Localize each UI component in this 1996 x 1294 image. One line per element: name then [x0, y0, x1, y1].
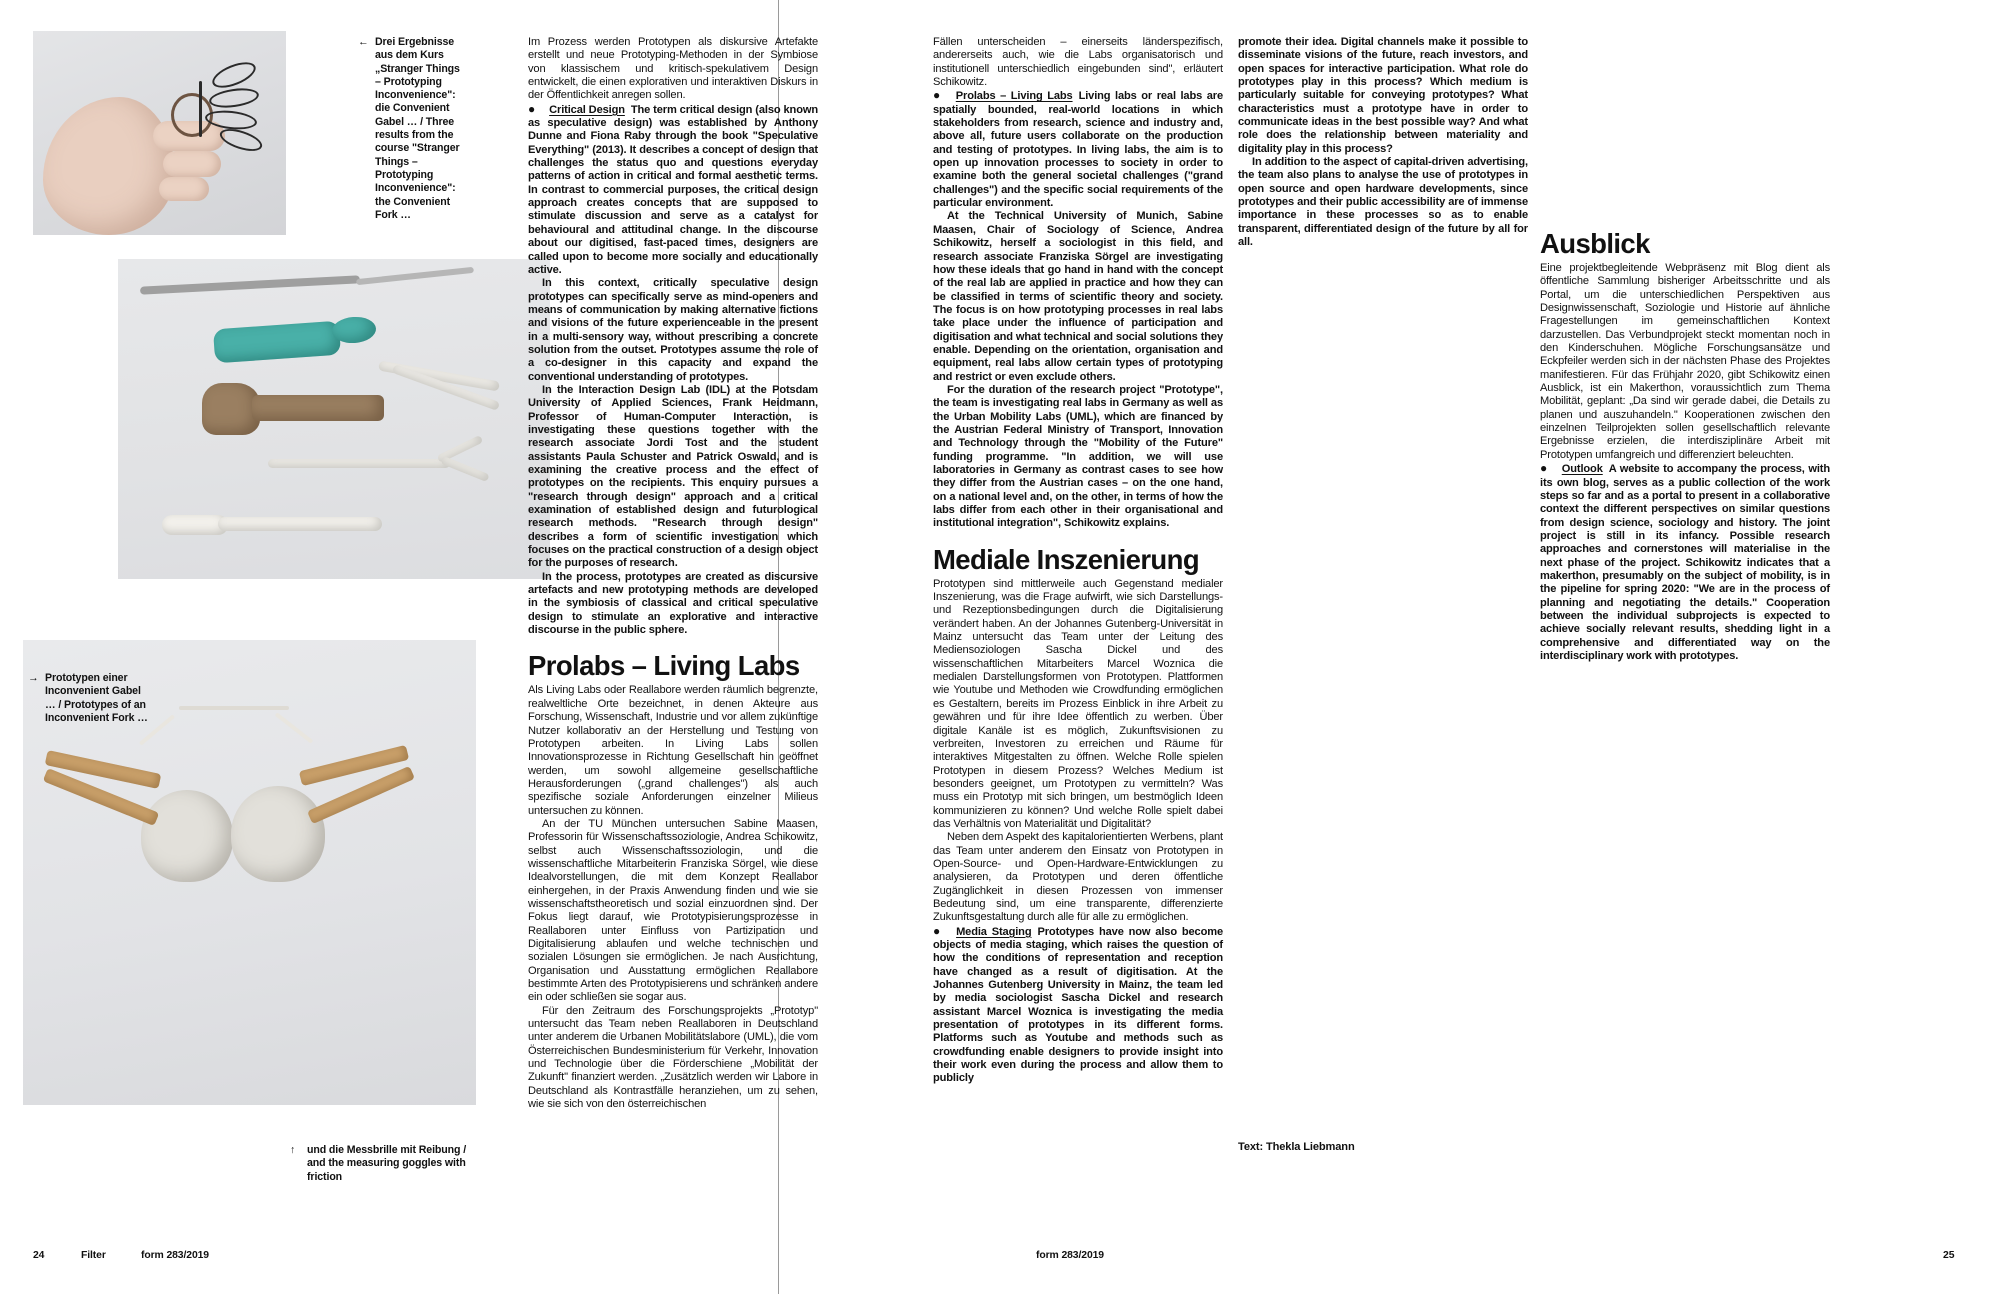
paragraph: Fällen unterscheiden – einerseits länderspezifisch, andererseits auch, wie die Labs organisatorisch und institutionell unterschiedlich eingebunden sind", erläutert Schikowitz.: [933, 36, 1223, 89]
photo-hand-with-wire-fork: [33, 31, 286, 235]
paragraph: At the Technical University of Munich, Sabine Maasen, Chair of Sociology of Science, Andrea Schikowitz, herself a sociologist in this field, and research associate Franziska Sörgel are investigating how these ideals that go hand in hand with the concept of the real lab are applied in practice and how they can be classified in terms of scientific theory and society. The focus is on how prototyping processes in real labs take place under the influence of participation and digitisation and what technical and social solutions they enable. Depending on the orientation, organisation and equipment, real labs allow certain types of prototyping and restrict or even exclude others.: [933, 210, 1223, 383]
heading-prolabs: Prolabs – Living Labs: [528, 650, 800, 682]
paragraph: Für den Zeitraum des Forschungsprojekts „Prototyp" untersucht das Team neben Reallaboren in Deutschland unter anderem die Urbanen Mobilitätslabore (UML), die vom Österreichischen Bundesministerium für Verkehr, Innovation und Technologie über die Förderschiene „Mobilität der Zukunft" finanziert werden. „Zusätzlich werden wir Labore in Deutschland als Kontrastfälle heranziehen, um zu sehen, wie sie sich von den österreichischen: [528, 1004, 818, 1111]
paragraph-media-staging: [933, 925, 1223, 1086]
paragraph: Eine projektbegleitende Webpräsenz mit Blog dient als öffentliche Sammlung bisheriger Arbeitsschritte und als Portal, um die unterschiedlichen Perspektiven aus Designwissenschaft, Soziologie und Historie auf ähnliche Fragestellungen im gemeinschaftlichen Kontext darzustellen. Das Verbundprojekt steckt momentan noch in den Kinderschuhen. Mögliche Forschungsansätze und Eckpfeiler werden sich in der nächsten Phase des Projektes manifestieren. Für das Frühjahr 2020, gibt Schikowitz einen Ausblick, ist ein Makerthon, voraussichtlich zum Thema Mobilität, geplant: „Da sind wir gerade dabei, die Details zu planen und auszuhandeln." Kooperationen zwischen den einzelnen Teilprojekten sollen gesellschaftlich relevante Ergebnisse erzielen, die interdisziplinäre Arbeit mit Prototypen umfangreich und differenziert beleuchten.: [1540, 262, 1830, 461]
caption-arrow-left-icon: ←: [358, 36, 369, 48]
bullet-icon: ●: [528, 101, 536, 116]
bullet-icon: ●: [933, 923, 943, 938]
caption-arrow-right-icon: →: [28, 672, 39, 684]
text-column-3: [1238, 36, 1528, 1196]
text-column-4: [1540, 36, 1830, 1196]
caption-top: [358, 36, 462, 222]
paragraph: Als Living Labs oder Reallabore werden räumlich begrenzte, realweltliche Orte bezeichnet, in denen Akteure aus Forschung, Wissenschaft, Industrie und vor allem zukünftige Nutzer kollaborativ an der Herstellung und Testung von Prototypen arbeiten. In Living Labs sollen Innovationsprozesse in Richtung Gesellschaft hin geöffnet werden, um sowohl allgemeine gesellschaftliche Herausforderungen („grand challenges") als auch spezifische soziale Anforderungen einzelner Milieus untersuchen zu können.: [528, 684, 818, 817]
publication-label-right: form 283/2019: [1036, 1250, 1104, 1261]
publication-label: form 283/2019: [141, 1250, 209, 1261]
paragraph-outlook: [1540, 462, 1830, 663]
caption-arrow-up-icon: ↑: [290, 1144, 296, 1156]
term-label: Media Staging: [956, 925, 1032, 938]
bullet-icon: ●: [1540, 461, 1548, 476]
text-column-1: [528, 36, 818, 1196]
paragraph: In the Interaction Design Lab (IDL) at the Potsdam University of Applied Sciences, Frank Heidmann, Professor of Human-Computer Interaction, is investigating these questions together with the research associate Jordi Tost and the student assistants Paula Schuster and Patrick Oswald, and is examining the creative process and the effect of prototypes on the recipients. This enquiry pursues a "research through design" approach and a critical examination of established design and futurological research methods. "Research through design" describes a form of scientific investigation which focuses on the practical construction of a design object for the purposes of research.: [528, 383, 818, 570]
paragraph: Neben dem Aspekt des kapitalorientierten Werbens, plant das Team unter anderem den Einsatz von Prototypen in Open-Source- und Open-Hardware-Entwicklungen zu analysieren, da Prototypen und deren öffentliche Zugänglichkeit in diesen Prozessen von immenser Bedeutung sind, um eine transparente, differenzierte Zukunftsgestaltung durch alle für alle zu ermöglichen.: [933, 831, 1223, 924]
paragraph-text: Prototypes have now also become objects of media staging, which raises the question of how the conditions of representation and reception have changed as a result of digitisation. At the Johannes Gutenberg University in Mainz, the team led by media sociologist Sascha Dickel and research assistant Marcel Woznica is investigating the media presentation of prototypes in its different forms. Platforms such as Youtube and methods such as crowdfunding enable designers to provide insight into their work even during the process and allow them to publicly: [933, 925, 1223, 1085]
caption-bottom: [290, 1144, 480, 1184]
heading-ausblick: Ausblick: [1540, 228, 1650, 259]
heading-mediale-inszenierung: Mediale Inszenierung: [933, 543, 1200, 575]
paragraph: promote their idea. Digital channels make it possible to disseminate visions of the future, reach investors, and open spaces for interactive participation. What role do prototypes play in this process? Which medium is particularly suitable for conveying prototypes? What characteristics must a prototype have in order to communicate ideas in the best possible way? And what role does the relationship between materiality and digitality play in this process?: [1238, 36, 1528, 155]
paragraph: An der TU München untersuchen Sabine Maasen, Professorin für Wissenschaftssoziologie, Andrea Schikowitz, selbst auch Wissenschaftssoziologin, und die wissenschaftliche Mitarbeiterin Franziska Sörgel, wie diese Idealvorstellungen, die mit dem Konzept Reallabor einhergehen, in der Praxis Anwendung finden und wie sie wissenschaftstheoretisch und sozial einzuordnen sind. Der Fokus liegt darauf, wie Prototypisierungsprozesse in Reallaboren unter Einfluss von Partizipation und Digitalisierung ablaufen und welche technischen und sozialen Lösungen sie ermöglichen. Je nach Ausrichtung, Organisation und Ausstattung ermöglichen Reallabore bestimmte Arten des Prototypisierens und schränken andere ein oder schließen sie sogar aus.: [528, 817, 818, 1004]
term-label: Outlook: [1561, 463, 1603, 476]
paragraph: Im Prozess werden Prototypen als diskursive Artefakte erstellt und neue Prototyping-Methoden in der Symbiose von klassischem und kritisch-spekulativem Design entwickelt, die einen explorativen und interaktiven Diskurs in der Öffentlichkeit anregen sollen.: [528, 36, 818, 102]
paragraph-text: The term critical design (also known as speculative design) was established by Anthony Dunne and Fiona Raby through the book "Speculative Everything" (2013). It describes a concept of design that challenges the status quo and questions everyday patterns of action in critical and formal aesthetic terms. In contrast to commercial purposes, the critical design approach creates concepts that are supposed to stimulate discussion and serve as a catalyst for behavioural and attitudinal change. In the discourse about our digitised, fast-paced times, designers are called upon to become more socially and educationally active.: [528, 103, 818, 276]
bullet-icon: ●: [933, 88, 942, 103]
paragraph: In the process, prototypes are created as discursive artefacts and new prototyping methods are developed in the symbiosis of classical and critical speculative design to stimulate an explorative and interactive discourse in the public sphere.: [528, 570, 818, 637]
caption-bottom-text: und die Messbrille mit Reibung / and the measuring goggles with friction: [307, 1144, 467, 1183]
paragraph-text: Living labs or real labs are spatially bounded, real-world locations in which stakeholders from research, science and industry and, above all, future users collaborate on the production and testing of prototypes. In living labs, the aim is to open up innovation processes to society in order to examine both the general societal challenges ("grand challenges") and the specific social requirements of the particular environment.: [933, 90, 1223, 210]
author-credit: Text: Thekla Liebmann: [1238, 1141, 1355, 1153]
paragraph-text: A website to accompany the process, with its own blog, serves as a public collection of the work steps so far and as a portal to present in a collaborative context the different perspectives on similar questions from design science, sociology and history. The joint project is still in its infancy. Possible research approaches and cornerstones will materialise in the next phase of the project. Schikowitz indicates that a makerthon, presumably on the subject of mobility, is in the pipeline for spring 2020: "We are in the process of planning and negotiating the details." Cooperation between the individual subprojects is expected to achieve socially relevant results, shedding light in a comprehensive and differentiated way on the interdisciplinary work with prototypes.: [1540, 463, 1830, 662]
paragraph-critical-design: [528, 103, 818, 277]
term-label: Prolabs – Living Labs: [955, 90, 1073, 103]
paragraph-prolabs: [933, 89, 1223, 210]
section-label: Filter: [81, 1250, 106, 1261]
photo-prototype-objects: [118, 259, 550, 579]
page-number-right: 25: [1943, 1250, 1955, 1261]
text-column-2: [933, 36, 1223, 1196]
paragraph: In this context, critically speculative design prototypes can specifically serve as mind-openers and means of communication by making alternative fictions and visions of the future experienceable in the present in a multi-sensory way, without prescribing a concrete solution from the outset. Prototypes assume the role of a co-designer in this capacity and expand the conventional understanding of prototypes.: [528, 277, 818, 383]
paragraph: Prototypen sind mittlerweile auch Gegenstand medialer Inszenierung, was die Frage aufwirft, wie sich Darstellungs- und Rezeptionsbedingungen durch die Digitalisierung verändert haben. An der Johannes Gutenberg-Universität in Mainz untersucht das Team unter der Leitung des Mediensoziologen Sascha Dickel und des wissenschaftlichen Mitarbeiters Marcel Woznica die medialen Darstellungsformen von Prototypen. Plattformen wie Youtube und Methoden wie Crowdfunding ermöglichen es Gestaltern, bereits im Prozess Einblick in ihre Arbeit zu gewähren und für ihre Idee öffentlich zu werben. Über digitale Kanäle ist es möglich, Zukunftsvisionen zu verbreiten, Investoren zu erreichen und Räume für interaktives Mitgestalten zu öffnen. Welche Rolle spielen Prototypen in diesem Prozess? Welches Medium ist besonders geeignet, um Prototypen zu vermitteln? Was muss ein Prototyp mit sich bringen, um bestmöglich Ideen kommunizieren zu können? Und welche Rolle spielt dabei das Verhältnis von Materialität und Digitalität?: [933, 577, 1223, 830]
caption-left-text: Prototypen einer Inconvenient Gabel … / Prototypes of an Inconvenient Fork …: [45, 672, 148, 724]
footer-left: [33, 1250, 209, 1294]
paragraph: In addition to the aspect of capital-driven advertising, the team also plans to analyse the use of prototypes in open source and open hardware developments, since prototypes and their public accessibility are of immense importance in these processes so as to enable transparent, differentiated design of the future by all for all.: [1238, 156, 1528, 249]
term-label: Critical Design: [549, 103, 625, 116]
caption-left: [28, 672, 150, 725]
page-number-left: 24: [33, 1250, 45, 1261]
caption-top-text: Drei Ergebnisse aus dem Kurs „Stranger Things – Prototyping Inconvenience": die Convenient Gabel … / Three results from the course "Stranger Things – Prototyping Inconvenience": the Convenient Fork …: [375, 36, 460, 221]
paragraph: For the duration of the research project "Prototype", the team is investigating real labs in Germany as well as the Urban Mobility Labs (UML), which are financed by the Austrian Federal Ministry of Transport, Innovation and Technology through the "Mobility of the Future" funding programme. "In addition, we will use laboratories in Germany as contrast cases to see how they differ from the Austrian cases – on the one hand, on a national level and, on the other, in terms of how the labs differ from each other in their organisational and institutional integration", Schikowitz explains.: [933, 383, 1223, 530]
footer-right: [1036, 1250, 1104, 1294]
